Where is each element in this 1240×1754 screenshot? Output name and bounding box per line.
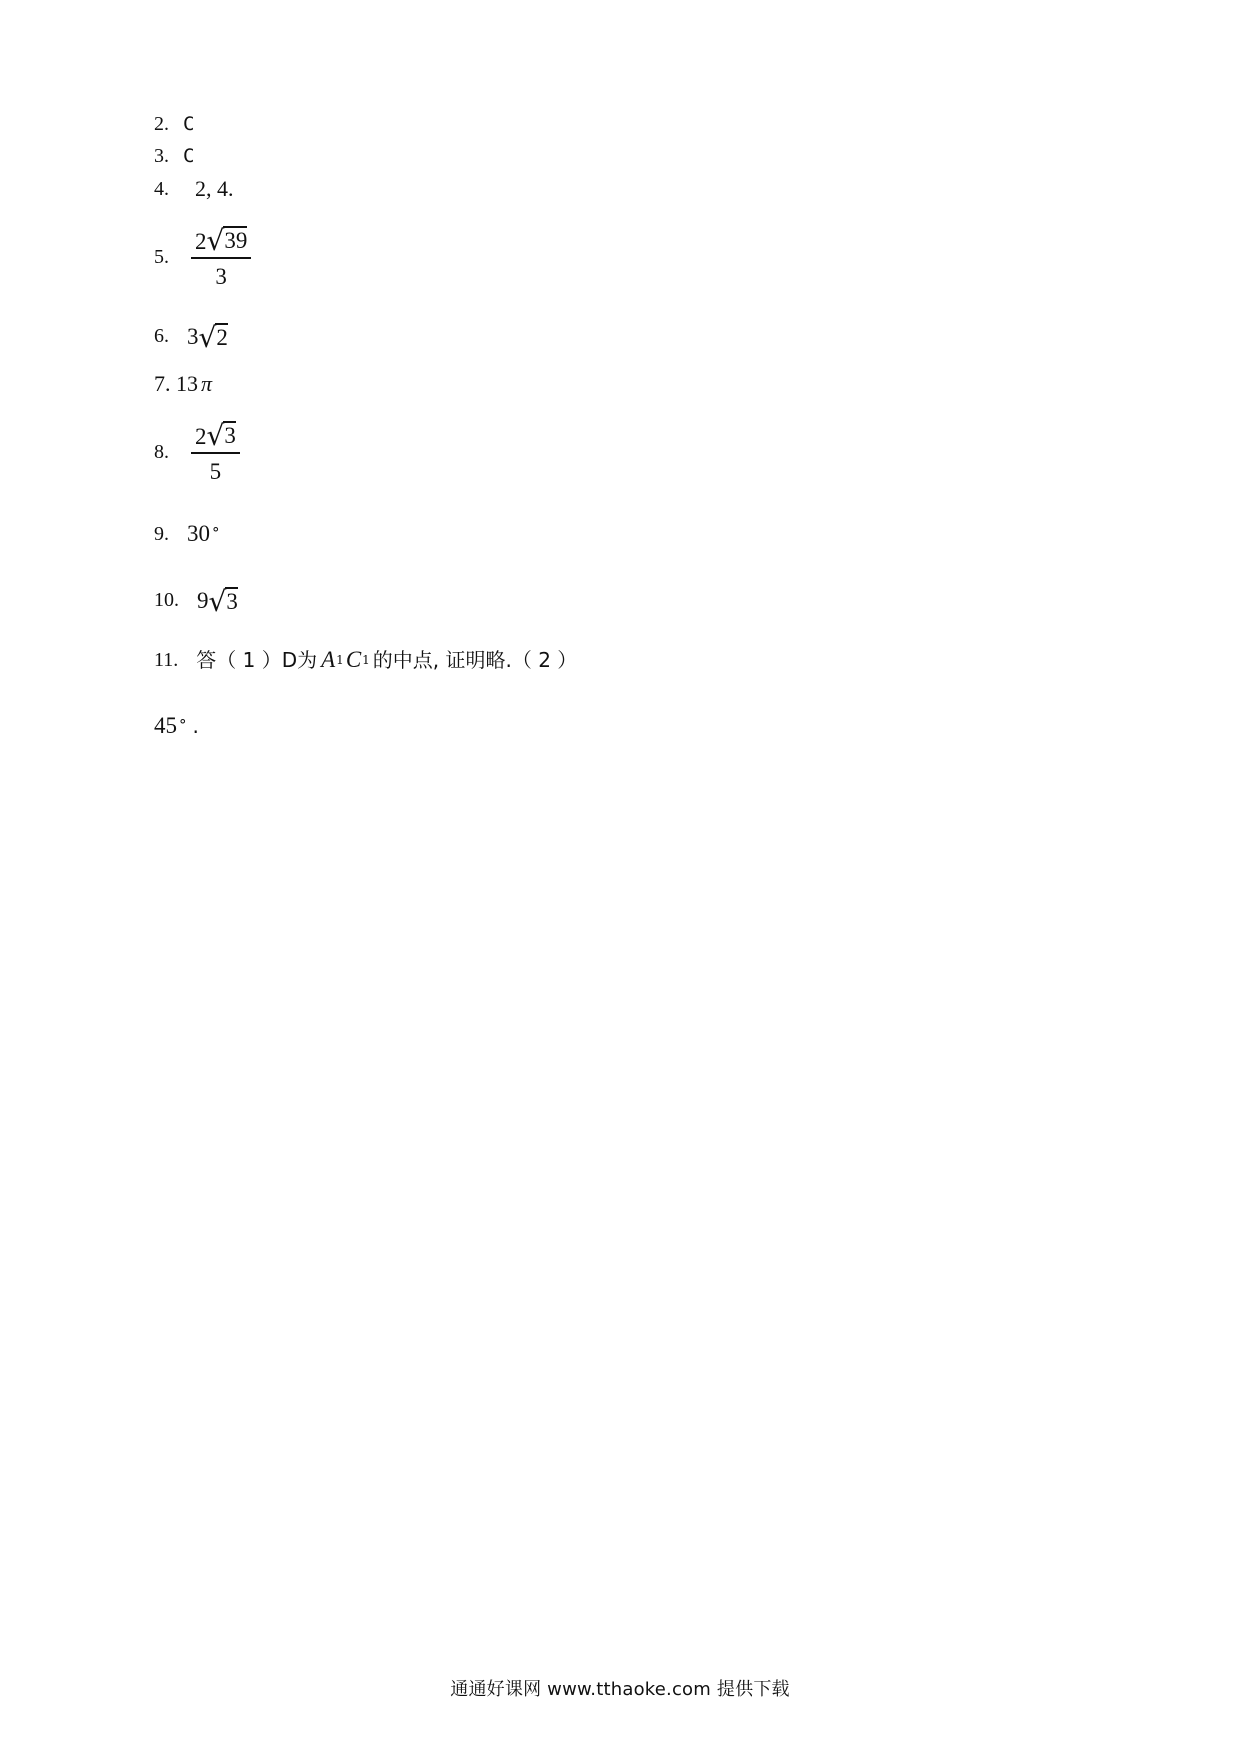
answer-11-continuation-end: . <box>192 713 199 738</box>
answer-6-number: 6. <box>154 325 169 347</box>
answer-6-row <box>154 321 228 354</box>
answer-8-sqrt <box>206 419 236 452</box>
answer-11-continuation-row <box>154 714 199 737</box>
answer-10-sqrt <box>208 585 238 618</box>
answer-6-radicand: 2 <box>216 324 228 350</box>
answer-7-pi: π <box>201 371 213 396</box>
answer-10-row <box>154 585 238 618</box>
answer-6-sqrt <box>198 321 228 354</box>
answer-10-number: 10. <box>154 589 179 611</box>
answer-2-value: C <box>183 112 195 135</box>
answer-11-continuation-degree: ° <box>179 716 187 734</box>
answer-3-row <box>154 146 194 166</box>
page-footer: 通通好课网 www.tthaoke.com 提供下载 <box>450 1679 790 1700</box>
sqrt-icon: √ <box>206 419 225 452</box>
answer-11-row <box>154 648 577 671</box>
answer-5-row <box>154 225 251 288</box>
answer-10-coefficient: 9 <box>197 587 209 613</box>
answer-10-radicand: 3 <box>226 588 238 614</box>
answer-4-number: 4. <box>154 178 169 200</box>
answer-8-radicand: 3 <box>224 422 236 448</box>
answer-6-coefficient: 3 <box>187 323 199 349</box>
answer-3-value: C <box>183 144 195 167</box>
answer-11-a-variable: A <box>321 647 336 672</box>
sqrt-icon: √ <box>206 224 225 257</box>
answer-4-value: 2, 4. <box>195 176 234 201</box>
answer-11-suffix: 的中点, 证明略.（ 2 ） <box>372 647 578 672</box>
answer-5-coefficient: 2 <box>195 229 207 254</box>
answer-7-row <box>154 373 212 395</box>
answer-5-sqrt <box>206 224 248 257</box>
answer-11-c-subscript: 1 <box>362 652 370 667</box>
answer-8-coefficient: 2 <box>195 424 207 449</box>
answer-11-c-variable: C <box>345 647 362 672</box>
answer-4-row <box>154 178 234 200</box>
answer-5-denominator: 3 <box>215 264 227 289</box>
answer-5-fraction <box>191 225 251 288</box>
sqrt-icon: √ <box>198 321 217 354</box>
answer-11-prefix: 答（ 1 ）D为 <box>196 647 318 672</box>
answer-9-row <box>154 522 220 545</box>
answer-9-degree: ° <box>212 524 220 542</box>
answer-8-row <box>154 420 240 483</box>
answer-2-number: 2. <box>154 113 169 135</box>
answer-9-value: 30 <box>187 521 210 546</box>
answer-2-row <box>154 114 194 134</box>
answer-5-number: 5. <box>154 245 169 268</box>
answer-5-radicand: 39 <box>224 227 248 253</box>
answer-11-a-subscript: 1 <box>336 652 344 667</box>
answer-7-value: 7. 13 <box>154 371 198 396</box>
answer-8-denominator: 5 <box>209 459 222 484</box>
answer-9-number: 9. <box>154 522 169 545</box>
sqrt-icon: √ <box>208 585 227 618</box>
answer-8-fraction <box>191 420 240 483</box>
answer-3-number: 3. <box>154 145 169 167</box>
answer-8-number: 8. <box>154 440 169 463</box>
answer-11-continuation-value: 45 <box>154 713 177 738</box>
answer-11-number: 11. <box>154 648 179 671</box>
